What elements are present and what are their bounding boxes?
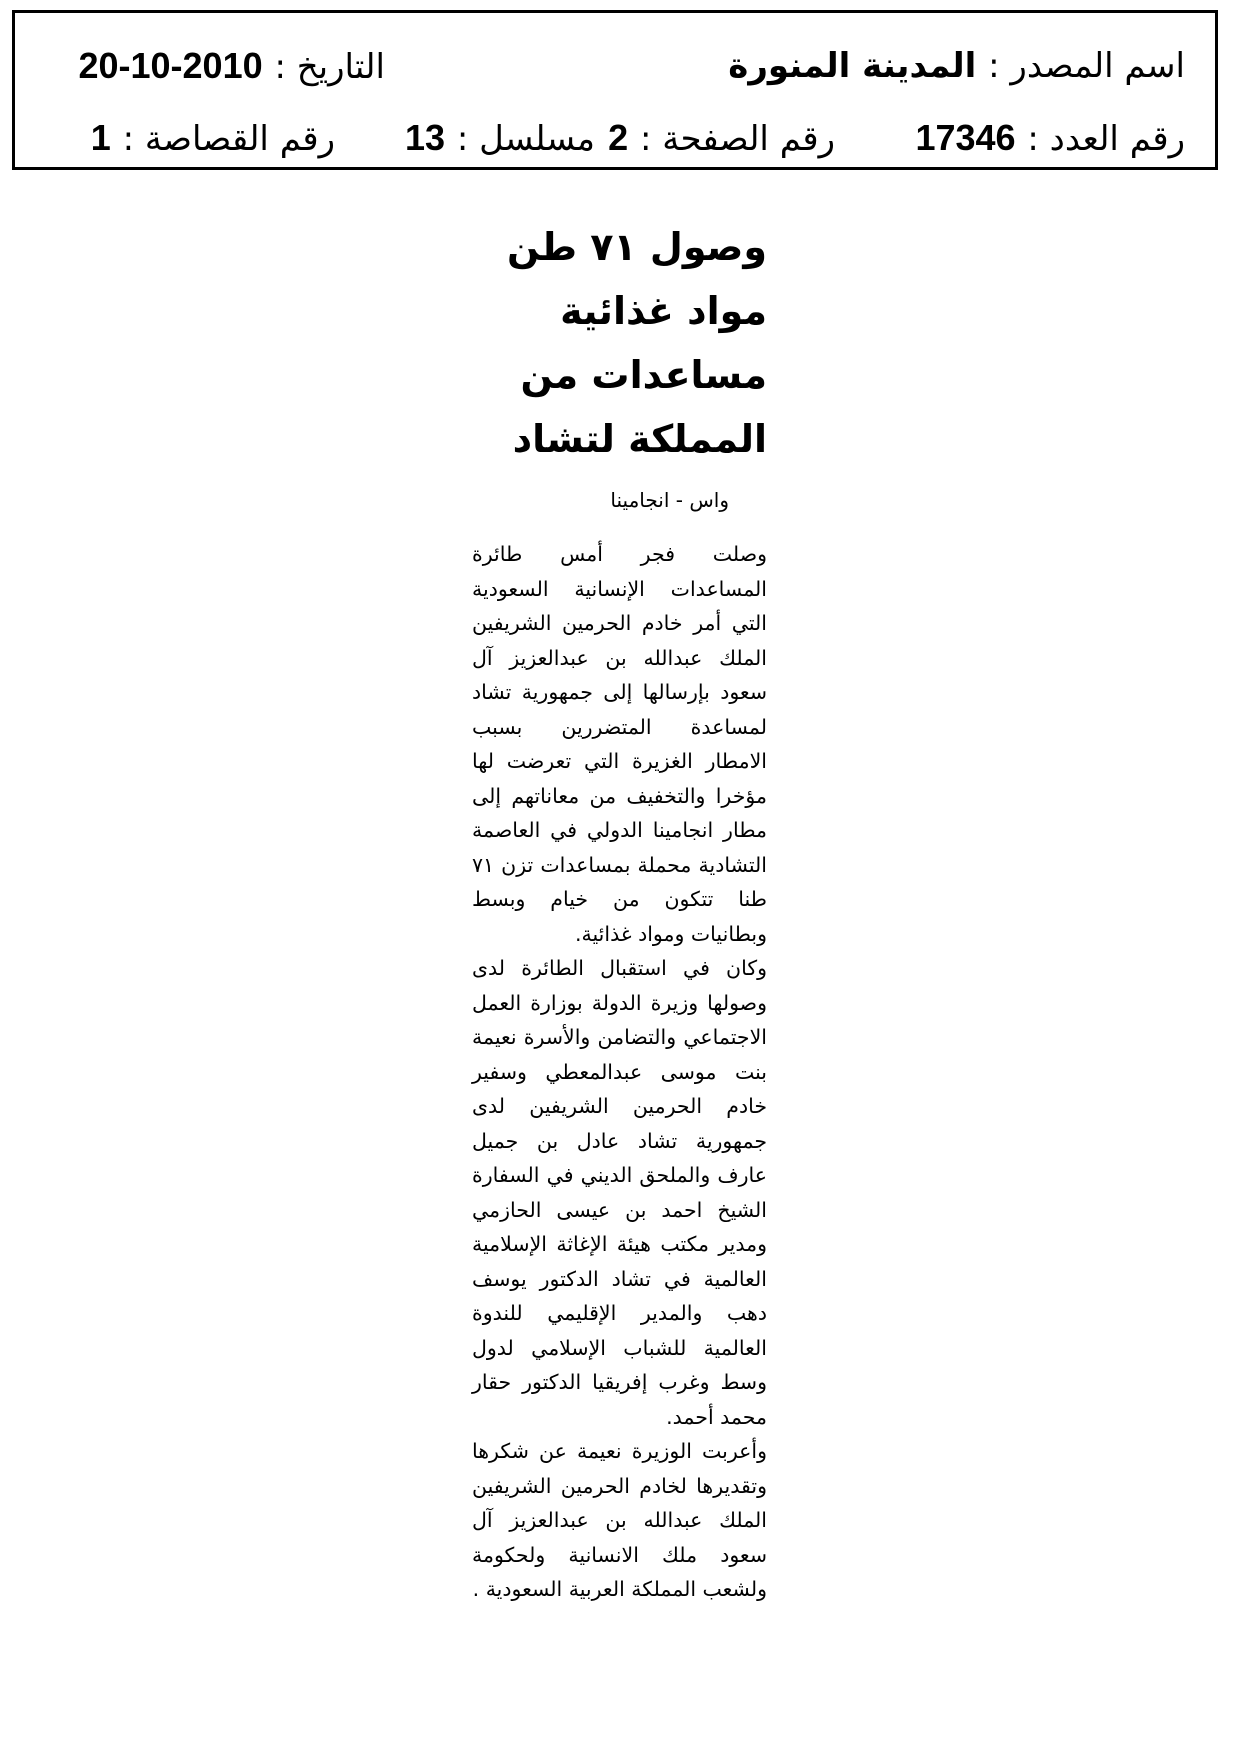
byline: واس - انجامينا [610, 488, 729, 512]
article [472, 215, 767, 1607]
date-value: 2010-10-20 [78, 45, 263, 86]
headline-line: مواد غذائية [560, 289, 767, 333]
headline [472, 215, 767, 471]
header-row-2 [15, 113, 1215, 163]
article-paragraph: وأعربت الوزيرة نعيمة عن شكرها وتقديرها لخادم الحرمين الشريفين الملك عبدالله بن عبدالعزيز آل سعود ملك الانسانية ولحكومة ولشعب المملكة العربية السعودية . [472, 1439, 767, 1601]
source-label: اسم المصدر : [988, 46, 1185, 86]
headline-line: وصول ٧١ طن [507, 225, 767, 269]
page-value: 2 [608, 117, 629, 158]
header-row-1 [15, 41, 1215, 91]
clipping-header [12, 10, 1218, 170]
source-field [728, 41, 1185, 91]
page-field [608, 113, 835, 164]
article-body [472, 537, 767, 1607]
issue-label: رقم العدد : [1027, 119, 1185, 159]
date-field [78, 41, 385, 92]
headline-line: مساعدات من [520, 353, 767, 397]
headline-line: المملكة لتشاد [512, 417, 767, 461]
clip-field [91, 113, 335, 164]
serial-value: 13 [404, 117, 445, 158]
issue-field [915, 113, 1185, 164]
serial-label: مسلسل : [456, 119, 595, 159]
article-paragraph: وصلت فجر أمس طائرة المساعدات الإنسانية السعودية التي أمر خادم الحرمين الشريفين الملك عبدالله بن عبدالعزيز آل سعود بإرسالها إلى جمهورية تشاد لمساعدة المتضررين بسبب الامطار الغزيرة التي تعرضت لها مؤخرا والتخفيف من معاناتهم إلى مطار انجامينا الدولي في العاصمة التشادية محملة بمساعدات تزن ٧١ طنا تتكون من خيام وبسط وبطانيات ومواد غذائية. [472, 542, 767, 946]
article-paragraph: وكان في استقبال الطائرة لدى وصولها وزيرة الدولة بوزارة العمل الاجتماعي والتضامن والأسرة نعيمة بنت موسى عبدالمعطي وسفير خادم الحرمين الشريفين لدى جمهورية تشاد عادل بن جميل عارف والملحق الديني في السفارة الشيخ احمد بن عيسى الحازمي ومدير مكتب هيئة الإغاثة الإسلامية العالمية في تشاد الدكتور يوسف دهب والمدير الإقليمي للندوة العالمية للشباب الإسلامي لدول وسط وغرب إفريقيا الدكتور حقار محمد أحمد. [472, 956, 767, 1429]
clip-value: 1 [90, 117, 111, 158]
serial-field [405, 113, 595, 164]
source-value: المدينة المنورة [728, 46, 977, 86]
date-label: التاريخ : [274, 47, 385, 87]
page-label: رقم الصفحة : [639, 119, 835, 159]
clip-label: رقم القصاصة : [122, 119, 335, 159]
issue-value: 17346 [915, 117, 1016, 158]
